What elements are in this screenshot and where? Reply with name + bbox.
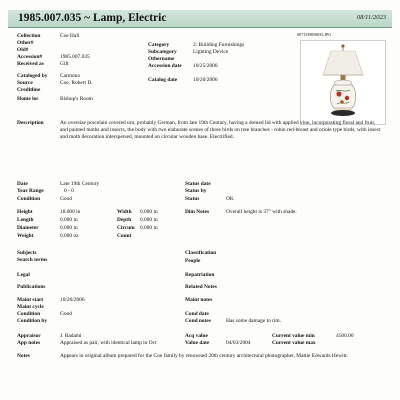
count-label: Count	[117, 233, 132, 239]
year-range-value: 0 - 0	[64, 188, 74, 194]
circum-label: Circum	[117, 225, 135, 231]
repatriation-label: Repatriation	[185, 272, 215, 278]
cond-date-label: Cond date	[185, 311, 209, 317]
maint-start-value: 10/26/2006	[60, 297, 85, 303]
accession-date-value: 10/25/2006	[193, 63, 218, 69]
description-text: An oversize porcelain covered urn, probably German, from late 19th Century, having a domed lid with applied vine, incorporating floral and fruit, and painted moths and insects, the body with two elaborate scenes of three birds on tree branches - robin red-breast and oriole type birds, with insect and moth decoration interspersed, mounted on circular wooden base. Electrified.	[60, 120, 381, 140]
description-label: Description	[17, 120, 44, 126]
cataloged-by-label: Cataloged by	[17, 73, 48, 79]
home-loc-label: Home loc	[17, 96, 39, 102]
source-label: Source	[17, 80, 33, 86]
object-photo	[300, 40, 386, 125]
home-loc-value: Bishop's Room	[60, 96, 93, 102]
depth-label: Depth	[117, 217, 132, 223]
current-value-min-label: Current value min	[272, 333, 315, 339]
search-terms-label: Search terms	[17, 257, 48, 263]
record-header	[8, 10, 392, 28]
value-date-label: Value date	[185, 340, 210, 346]
maint-cycle-label: Maint cycle	[17, 304, 44, 310]
collection-value: Coe Hall	[60, 33, 80, 39]
weight-label: Weight	[17, 233, 34, 239]
accession-no-value: 1985.007.035	[60, 54, 90, 60]
dim-notes-value: Overall height is 37" with shade.	[226, 209, 297, 215]
current-value-min-value: 4500.00	[336, 333, 354, 339]
date-value: Late 19th Century	[60, 181, 100, 187]
legal-label: Legal	[17, 272, 30, 278]
cataloged-by-value: Carmona	[60, 73, 80, 79]
diameter-value: 0.000 in	[60, 225, 78, 231]
value-date-value: 04/03/2004	[226, 340, 251, 346]
height-label: Height	[17, 209, 33, 215]
appraisor-label: Appraisor	[17, 333, 41, 339]
height-value: 18.000 in	[60, 209, 81, 215]
date-label: Date	[17, 181, 28, 187]
status-label: Status	[185, 196, 200, 202]
status-date-label: Status date	[185, 181, 211, 187]
width-value: 0.000 in	[140, 209, 158, 215]
accession-no-label: Accession#	[17, 54, 43, 60]
diameter-label: Diameter	[17, 225, 39, 231]
received-as-value: Gift	[60, 61, 69, 67]
maint-start-label: Maint start	[17, 297, 44, 303]
print-date: 08/11/2023	[356, 14, 386, 21]
record-title: 1985.007.035 ~ Lamp, Electric	[18, 12, 167, 24]
maint-condition-label: Condition	[17, 311, 41, 317]
people-label: People	[185, 258, 201, 264]
category-label: Category	[148, 42, 170, 48]
publications-label: Publications	[17, 284, 46, 290]
circum-value: 0.000 in	[140, 225, 158, 231]
notes-label: Notes	[17, 353, 30, 359]
received-as-label: Received as	[17, 61, 44, 67]
subjects-label: Subjects	[17, 250, 37, 256]
condition-value: Good	[60, 196, 72, 202]
category-value: 2: Building Furnishings	[193, 42, 245, 48]
subcategory-label: Subcategory	[148, 49, 177, 55]
othername-label: Othername	[148, 56, 175, 62]
cond-notes-value: Has some damage to rim.	[226, 318, 281, 324]
related-notes-label: Related Notes	[185, 284, 217, 290]
length-label: Length	[17, 217, 34, 223]
status-by-label: Status by	[185, 188, 207, 194]
status-value: OK	[226, 196, 234, 202]
width-label: Width	[117, 209, 132, 215]
dim-notes-label: Dim Notes	[185, 209, 210, 215]
old-no-label: Old#	[17, 47, 29, 53]
weight-value: 0.000 oz	[60, 233, 79, 239]
accession-date-label: Accession date	[148, 63, 182, 69]
subcategory-value: Lighting Device	[193, 49, 229, 55]
photo-filename: 0071\09850035.JPG	[297, 32, 332, 37]
maint-notes-label: Maint notes	[185, 297, 213, 303]
length-value: 0.000 in	[60, 217, 78, 223]
notes-text: Appears in original album prepared for the Coe family by renowned 20th century architectural photographer, Mattie Edwards Hewitt.	[60, 353, 348, 359]
appraisor-value: J. Badami	[60, 333, 82, 339]
catalog-date-label: Catalog date	[148, 77, 178, 83]
acq-value-label: Acq value	[185, 333, 208, 339]
app-notes-value: Appraised as pair, with identical lamp in Oct	[60, 340, 157, 346]
condition-label: Condition	[17, 196, 41, 202]
lamp-image	[301, 41, 385, 124]
condition-by-label: Condition by	[17, 318, 48, 324]
other-no-label: Other#	[17, 40, 34, 46]
depth-value: 0.000 in	[140, 217, 158, 223]
current-value-max-label: Current value max	[272, 340, 316, 346]
catalog-date-value: 10/26/2006	[193, 77, 218, 83]
cond-notes-label: Cond notes	[185, 318, 211, 324]
year-range-label: Year Range	[17, 188, 44, 194]
collection-label: Collection	[17, 33, 41, 39]
maint-condition-value: Good	[60, 311, 72, 317]
creditline-label: Creditline	[17, 87, 41, 93]
app-notes-label: App notes	[17, 340, 41, 346]
classification-label: Classification	[185, 250, 217, 256]
source-value: Coe, Robert D.	[60, 80, 93, 86]
